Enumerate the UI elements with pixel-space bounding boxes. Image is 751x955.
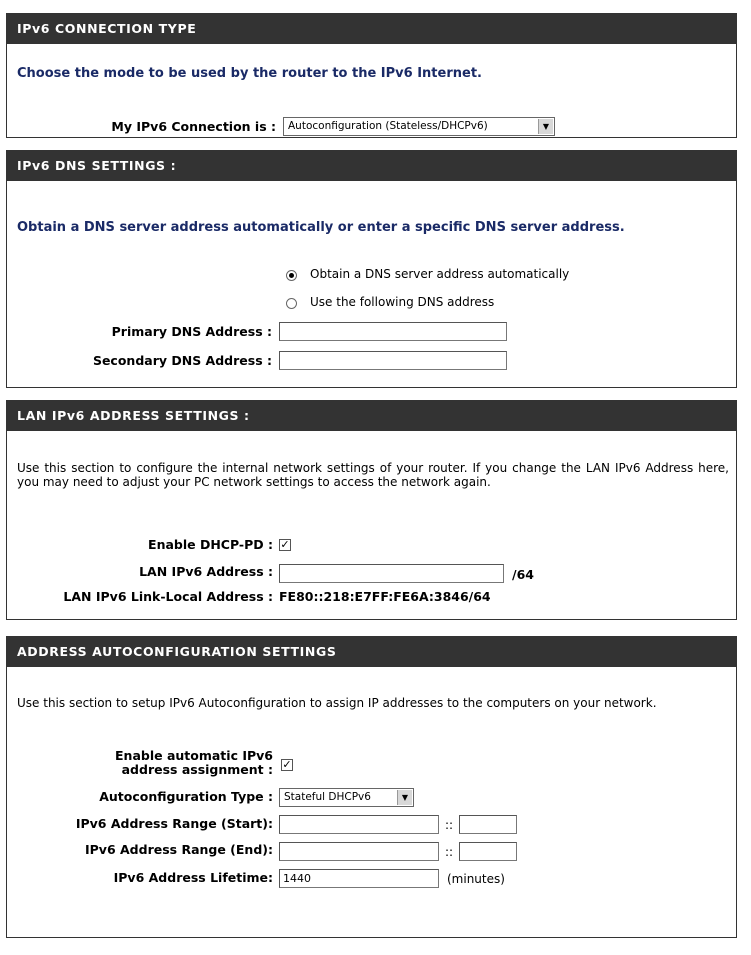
connection-intro: Choose the mode to be used by the router to the IPv6 Internet. <box>17 66 482 81</box>
connection-type-value: Autoconfiguration (Stateless/DHCPv6) <box>288 120 488 132</box>
dns-manual-label: Use the following DNS address <box>310 295 495 309</box>
lan-ipv6-address-section <box>6 400 737 620</box>
dropdown-arrow-icon[interactable]: ▼ <box>397 790 412 805</box>
range-end-input[interactable] <box>279 842 439 861</box>
connection-type-select[interactable] <box>283 117 555 136</box>
enable-auto-assign-label-line2: address assignment : <box>121 762 273 777</box>
lan-prefix-length: /64 <box>512 567 534 582</box>
range-start-separator: :: <box>445 818 454 832</box>
lan-ipv6-address-input[interactable] <box>279 564 504 583</box>
range-end-label: IPv6 Address Range (End): <box>84 842 273 857</box>
lifetime-input[interactable] <box>279 869 439 888</box>
primary-dns-input[interactable] <box>279 322 507 341</box>
lan-ipv6-address-label: LAN IPv6 Address : <box>139 564 273 579</box>
range-end-suffix-input[interactable] <box>459 842 517 861</box>
dhcp-pd-checkbox[interactable]: ✓ <box>280 538 290 551</box>
section-header: IPv6 DNS SETTINGS : <box>7 151 736 181</box>
section-header: IPv6 CONNECTION TYPE <box>7 14 736 44</box>
connection-type-label: My IPv6 Connection is : <box>111 119 276 134</box>
link-local-label: LAN IPv6 Link-Local Address : <box>63 589 273 604</box>
autoconf-type-label: Autoconfiguration Type : <box>99 789 273 804</box>
range-end-separator: :: <box>445 845 454 859</box>
section-header: ADDRESS AUTOCONFIGURATION SETTINGS <box>7 637 736 667</box>
address-autoconfig-section <box>6 636 737 938</box>
ipv6-connection-type-section <box>6 13 737 138</box>
primary-dns-label: Primary DNS Address : <box>111 324 272 339</box>
dropdown-arrow-icon[interactable]: ▼ <box>538 119 553 134</box>
dns-manual-radio[interactable] <box>286 298 297 309</box>
range-start-input[interactable] <box>279 815 439 834</box>
link-local-value: FE80::218:E7FF:FE6A:3846/64 <box>279 589 491 604</box>
autoconf-type-select[interactable] <box>279 788 414 807</box>
dns-auto-radio[interactable] <box>286 270 297 281</box>
lifetime-label: IPv6 Address Lifetime: <box>113 870 273 885</box>
range-start-label: IPv6 Address Range (Start): <box>75 816 273 831</box>
autoconf-type-value: Stateful DHCPv6 <box>284 791 371 803</box>
enable-auto-assign-checkbox[interactable]: ✓ <box>282 758 292 771</box>
enable-auto-assign-label-line1: Enable automatic IPv6 <box>115 748 273 763</box>
range-start-suffix-input[interactable] <box>459 815 517 834</box>
dns-intro: Obtain a DNS server address automatically or enter a specific DNS server address. <box>17 220 625 235</box>
dhcp-pd-label: Enable DHCP-PD : <box>148 537 273 552</box>
secondary-dns-label: Secondary DNS Address : <box>92 353 272 368</box>
lan-description: Use this section to configure the internal network settings of your router. If you change the LAN IPv6 Address here, you may need to adjust your PC network settings to access the network again. <box>17 461 729 489</box>
dns-auto-label: Obtain a DNS server address automatically <box>310 267 570 281</box>
lifetime-unit: (minutes) <box>447 872 505 886</box>
secondary-dns-input[interactable] <box>279 351 507 370</box>
autoconf-description: Use this section to setup IPv6 Autoconfiguration to assign IP addresses to the computers on your network. <box>17 696 657 710</box>
section-header: LAN IPv6 ADDRESS SETTINGS : <box>7 401 736 431</box>
ipv6-dns-settings-section <box>6 150 737 388</box>
